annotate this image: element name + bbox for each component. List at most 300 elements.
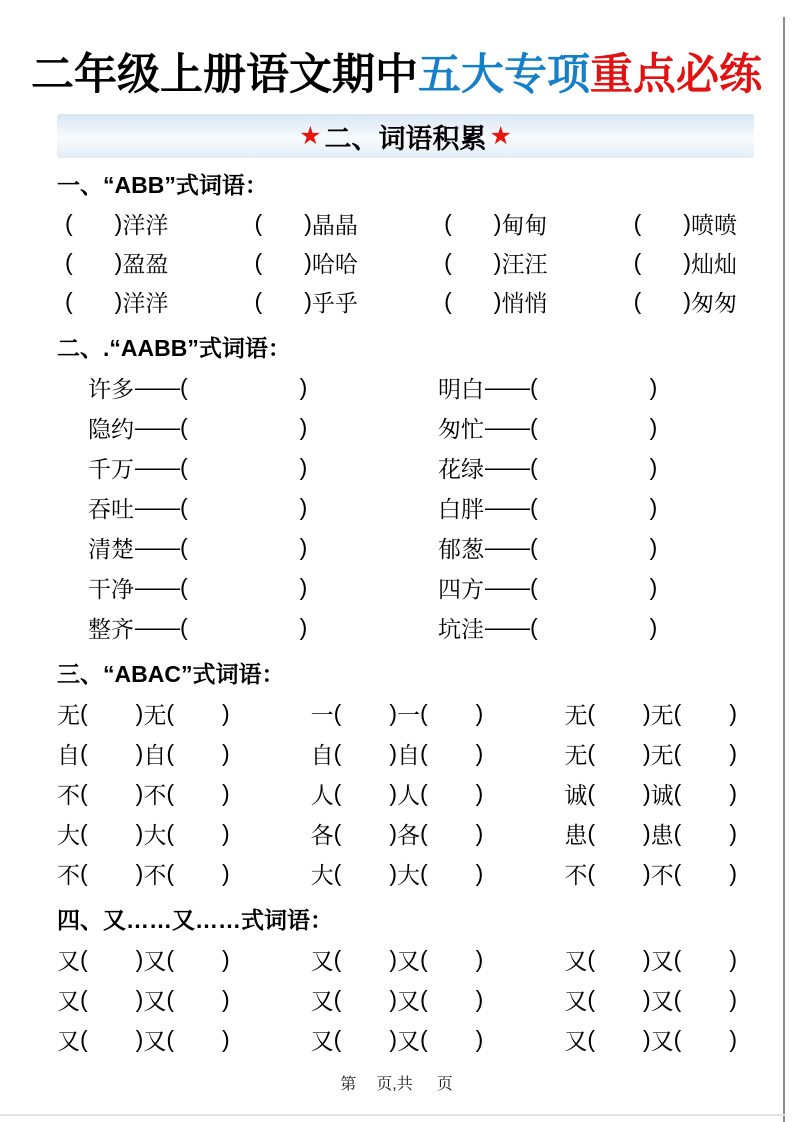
- close-paren: ): [649, 413, 658, 440]
- exercise-row: [57, 813, 737, 853]
- section-rows: [57, 939, 737, 1059]
- close-paren: ): [649, 373, 658, 400]
- answer-blank: [452, 262, 494, 263]
- close-paren: ): [114, 249, 123, 275]
- close-paren: ): [493, 210, 502, 236]
- fill-blank-cell: [255, 246, 358, 279]
- pattern-word: 悄悄: [501, 290, 548, 316]
- fill-blank-group: [564, 1023, 737, 1056]
- section-3: [57, 656, 737, 893]
- title-segment-red: 重点必练: [590, 51, 762, 99]
- fill-blank-group: [311, 817, 484, 850]
- close-paren: ): [493, 249, 502, 275]
- answer-blank: [681, 793, 729, 794]
- exercise-row: [57, 407, 737, 447]
- answer-blank: [73, 223, 115, 224]
- fill-blank-group: [564, 737, 737, 770]
- page-footer: [0, 1071, 793, 1094]
- close-paren: ): [649, 453, 658, 480]
- pattern-char: 不: [650, 861, 674, 888]
- fill-blank-cell: [255, 285, 358, 318]
- open-paren: (: [673, 1025, 682, 1052]
- close-paren: ): [389, 985, 397, 1012]
- close-paren: ): [222, 739, 230, 766]
- fill-blank-cell: [255, 207, 358, 240]
- close-paren: ): [729, 699, 737, 726]
- close-paren: ): [135, 985, 144, 1012]
- pattern-char: 无: [564, 741, 588, 768]
- close-paren: ): [642, 699, 651, 726]
- fill-blank-group: [564, 697, 737, 730]
- section-banner: [57, 114, 754, 158]
- answer-blank: [595, 959, 643, 960]
- open-paren: (: [80, 985, 88, 1012]
- answer-blank: [174, 873, 222, 874]
- close-paren: ): [729, 1025, 737, 1052]
- pattern-char: 又: [57, 1027, 80, 1054]
- answer-blank: [681, 873, 729, 874]
- scan-right-edge-line: [783, 17, 785, 1122]
- fill-blank-group: [311, 983, 484, 1016]
- answer-blank: [88, 793, 136, 794]
- open-paren: (: [180, 573, 188, 600]
- open-paren: (: [333, 859, 342, 886]
- open-paren: (: [444, 249, 452, 275]
- answer-blank: [341, 959, 389, 960]
- prompt-word: 隐约: [88, 415, 134, 442]
- fill-blank-cell: [88, 411, 438, 444]
- pattern-char: 患: [650, 821, 674, 848]
- fill-blank-cell: [444, 246, 547, 279]
- page-title: [0, 0, 793, 104]
- fill-blank-group: [311, 857, 484, 890]
- open-paren: (: [530, 533, 538, 560]
- footer-text: 页,共: [376, 1076, 413, 1093]
- close-paren: ): [729, 985, 737, 1012]
- exercise-row: [57, 773, 737, 813]
- answer-blank: [681, 999, 729, 1000]
- pattern-char: 又: [564, 947, 588, 974]
- fill-blank-cell: [444, 207, 547, 240]
- close-paren: ): [135, 859, 144, 886]
- answer-blank: [681, 1039, 729, 1040]
- fill-blank-group: [57, 983, 230, 1016]
- close-paren: ): [135, 819, 144, 846]
- close-paren: ): [222, 1025, 230, 1052]
- open-paren: (: [80, 699, 88, 726]
- close-paren: ): [642, 819, 651, 846]
- close-paren: ): [475, 819, 484, 846]
- fill-blank-group: [311, 777, 484, 810]
- prompt-word: 千万: [88, 455, 134, 482]
- answer-blank: [73, 262, 115, 263]
- close-paren: ): [114, 210, 123, 236]
- answer-blank: [595, 873, 643, 874]
- exercise-row: [57, 693, 737, 733]
- close-paren: ): [389, 859, 397, 886]
- pattern-word: 乎乎: [311, 290, 358, 316]
- open-paren: (: [673, 819, 682, 846]
- long-dash: ——: [485, 373, 529, 400]
- prompt-word: 白胖: [438, 495, 484, 522]
- answer-blank: [538, 547, 650, 548]
- close-paren: ): [299, 373, 308, 400]
- open-paren: (: [673, 779, 682, 806]
- answer-blank: [88, 1039, 136, 1040]
- exercise-row: [57, 567, 737, 607]
- answer-blank: [188, 427, 300, 428]
- exercise-row: [57, 527, 737, 567]
- answer-blank: [428, 753, 476, 754]
- footer-text: 页: [436, 1076, 453, 1093]
- prompt-word: 明白: [438, 375, 484, 402]
- answer-blank: [428, 833, 476, 834]
- close-paren: ): [389, 819, 397, 846]
- pattern-char: 诚: [650, 781, 674, 808]
- fill-blank-cell: [438, 571, 657, 604]
- open-paren: (: [65, 210, 73, 236]
- long-dash: ——: [485, 493, 529, 520]
- close-paren: ): [135, 945, 144, 972]
- answer-blank: [73, 301, 115, 302]
- pattern-char: 患: [564, 821, 588, 848]
- pattern-char: 又: [397, 987, 420, 1014]
- long-dash: ——: [135, 373, 179, 400]
- close-paren: ): [389, 699, 397, 726]
- answer-blank: [88, 959, 136, 960]
- pattern-char: 又: [143, 1027, 167, 1054]
- pattern-char: 不: [57, 861, 80, 888]
- star-icon: ★: [489, 122, 512, 150]
- close-paren: ): [475, 859, 484, 886]
- prompt-word: 干净: [88, 575, 134, 602]
- answer-blank: [428, 1039, 476, 1040]
- close-paren: ): [222, 779, 230, 806]
- close-paren: ): [222, 699, 230, 726]
- pattern-char: 大: [397, 861, 420, 888]
- pattern-char: 不: [564, 861, 588, 888]
- close-paren: ): [389, 739, 397, 766]
- answer-blank: [88, 999, 136, 1000]
- open-paren: (: [180, 493, 188, 520]
- close-paren: ): [222, 819, 230, 846]
- footer-text: 第: [340, 1076, 357, 1093]
- pattern-word: 哈哈: [311, 251, 358, 277]
- pattern-char: 又: [310, 1027, 334, 1054]
- pattern-char: 无: [57, 701, 80, 728]
- long-dash: ——: [485, 613, 529, 640]
- pattern-char: 自: [310, 741, 334, 768]
- pattern-char: 又: [650, 1027, 674, 1054]
- open-paren: (: [530, 493, 538, 520]
- close-paren: ): [299, 453, 308, 480]
- close-paren: ): [389, 945, 397, 972]
- answer-blank: [188, 507, 300, 508]
- section-1: [57, 167, 737, 321]
- fill-blank-group: [57, 1023, 230, 1056]
- fill-blank-cell: [438, 491, 657, 524]
- pattern-char: 不: [57, 781, 80, 808]
- answer-blank: [538, 427, 650, 428]
- close-paren: ): [475, 699, 484, 726]
- pattern-char: 大: [143, 821, 167, 848]
- open-paren: (: [254, 249, 263, 275]
- pattern-char: 不: [143, 781, 167, 808]
- answer-blank: [188, 627, 300, 628]
- open-paren: (: [166, 1025, 175, 1052]
- open-paren: (: [420, 985, 428, 1012]
- section-2: [57, 330, 737, 647]
- fill-blank-cell: [88, 531, 438, 564]
- open-paren: (: [80, 819, 88, 846]
- open-paren: (: [587, 985, 595, 1012]
- footer-blank: [413, 1082, 437, 1083]
- answer-blank: [88, 753, 136, 754]
- answer-blank: [428, 713, 476, 714]
- exercise-row: [57, 487, 737, 527]
- open-paren: (: [166, 739, 175, 766]
- open-paren: (: [587, 739, 595, 766]
- open-paren: (: [166, 819, 175, 846]
- fill-blank-cell: [438, 611, 657, 644]
- scan-bottom-edge-line: [0, 1114, 786, 1116]
- answer-blank: [188, 547, 300, 548]
- pattern-char: 不: [143, 861, 167, 888]
- fill-blank-group: [564, 983, 737, 1016]
- open-paren: (: [530, 373, 538, 400]
- answer-blank: [428, 959, 476, 960]
- answer-blank: [188, 467, 300, 468]
- prompt-word: 吞吐: [88, 495, 134, 522]
- close-paren: ): [683, 249, 691, 275]
- answer-blank: [174, 959, 222, 960]
- long-dash: ——: [485, 413, 529, 440]
- open-paren: (: [673, 739, 682, 766]
- answer-blank: [88, 873, 136, 874]
- section-rows: [57, 367, 737, 647]
- fill-blank-group: [564, 817, 737, 850]
- long-dash: ——: [485, 573, 529, 600]
- fill-blank-group: [57, 943, 230, 976]
- answer-blank: [538, 467, 650, 468]
- open-paren: (: [420, 699, 428, 726]
- answer-blank: [428, 873, 476, 874]
- open-paren: (: [333, 1025, 342, 1052]
- close-paren: ): [135, 779, 144, 806]
- close-paren: ): [649, 573, 658, 600]
- fill-blank-cell: [634, 207, 737, 240]
- fill-blank-group: [311, 697, 484, 730]
- open-paren: (: [587, 779, 595, 806]
- section-rows: [57, 693, 737, 893]
- pattern-word: 盈盈: [122, 251, 169, 277]
- pattern-char: 大: [57, 821, 80, 848]
- close-paren: ): [649, 533, 658, 560]
- close-paren: ): [135, 699, 144, 726]
- pattern-word: 晶晶: [311, 212, 358, 238]
- pattern-char: 又: [143, 947, 167, 974]
- open-paren: (: [530, 413, 538, 440]
- close-paren: ): [389, 1025, 397, 1052]
- answer-blank: [174, 713, 222, 714]
- answer-blank: [452, 301, 494, 302]
- open-paren: (: [333, 945, 342, 972]
- answer-blank: [595, 1039, 643, 1040]
- close-paren: ): [222, 859, 230, 886]
- pattern-char: 又: [564, 987, 588, 1014]
- prompt-word: 郁葱: [438, 535, 484, 562]
- fill-blank-group: [57, 737, 230, 770]
- answer-blank: [595, 713, 643, 714]
- answer-blank: [174, 1039, 222, 1040]
- section-heading: 三、“ABAC”式词语：: [57, 661, 285, 687]
- pattern-char: 又: [650, 987, 674, 1014]
- answer-blank: [88, 713, 136, 714]
- pattern-char: 又: [310, 987, 334, 1014]
- close-paren: ): [493, 288, 502, 314]
- fill-blank-cell: [438, 531, 657, 564]
- pattern-char: 又: [143, 987, 167, 1014]
- exercise-row: [57, 607, 737, 647]
- open-paren: (: [587, 945, 595, 972]
- close-paren: ): [649, 493, 658, 520]
- pattern-char: 无: [143, 701, 167, 728]
- open-paren: (: [254, 210, 263, 236]
- fill-blank-group: [564, 943, 737, 976]
- answer-blank: [681, 959, 729, 960]
- open-paren: (: [180, 533, 188, 560]
- close-paren: ): [683, 210, 691, 236]
- fill-blank-group: [57, 857, 230, 890]
- section-heading: 四、又……又……式词语：: [57, 907, 333, 933]
- fill-blank-group: [564, 857, 737, 890]
- prompt-word: 坑洼: [438, 615, 484, 642]
- fill-blank-group: [57, 817, 230, 850]
- fill-blank-cell: [88, 571, 438, 604]
- fill-blank-cell: [65, 246, 168, 279]
- open-paren: (: [80, 859, 88, 886]
- close-paren: ): [304, 288, 312, 314]
- answer-blank: [595, 793, 643, 794]
- answer-blank: [262, 262, 304, 263]
- fill-blank-cell: [438, 411, 657, 444]
- answer-blank: [681, 713, 729, 714]
- answer-blank: [595, 833, 643, 834]
- open-paren: (: [180, 373, 188, 400]
- long-dash: ——: [485, 453, 529, 480]
- prompt-word: 许多: [88, 375, 134, 402]
- fill-blank-cell: [634, 285, 737, 318]
- answer-blank: [188, 587, 300, 588]
- pattern-char: 人: [310, 781, 334, 808]
- prompt-word: 匆忙: [438, 415, 484, 442]
- pattern-word: 灿灿: [690, 251, 737, 277]
- close-paren: ): [222, 945, 230, 972]
- close-paren: ): [299, 613, 308, 640]
- close-paren: ): [304, 249, 312, 275]
- open-paren: (: [166, 859, 175, 886]
- close-paren: ): [222, 985, 230, 1012]
- pattern-word: 喷喷: [690, 212, 737, 238]
- pattern-char: 又: [650, 947, 674, 974]
- long-dash: ——: [135, 533, 179, 560]
- exercise-row: [57, 853, 737, 893]
- sections-container: [0, 167, 737, 1059]
- answer-blank: [88, 833, 136, 834]
- fill-blank-cell: [444, 285, 547, 318]
- open-paren: (: [180, 613, 188, 640]
- open-paren: (: [673, 945, 682, 972]
- close-paren: ): [114, 288, 123, 314]
- answer-blank: [341, 999, 389, 1000]
- close-paren: ): [642, 739, 651, 766]
- open-paren: (: [633, 249, 642, 275]
- open-paren: (: [65, 249, 73, 275]
- fill-blank-cell: [634, 246, 737, 279]
- exercise-row: [57, 447, 737, 487]
- open-paren: (: [166, 779, 175, 806]
- open-paren: (: [530, 453, 538, 480]
- open-paren: (: [180, 453, 188, 480]
- open-paren: (: [80, 779, 88, 806]
- close-paren: ): [642, 1025, 651, 1052]
- long-dash: ——: [135, 493, 179, 520]
- pattern-char: 自: [143, 741, 167, 768]
- open-paren: (: [333, 699, 342, 726]
- section-4: [57, 902, 737, 1059]
- answer-blank: [341, 793, 389, 794]
- answer-blank: [174, 833, 222, 834]
- prompt-word: 整齐: [88, 615, 134, 642]
- close-paren: ): [729, 739, 737, 766]
- close-paren: ): [475, 945, 484, 972]
- answer-blank: [595, 753, 643, 754]
- pattern-char: 无: [564, 701, 588, 728]
- answer-blank: [341, 1039, 389, 1040]
- footer-blank: [356, 1082, 376, 1083]
- fill-blank-group: [311, 943, 484, 976]
- open-paren: (: [444, 210, 452, 236]
- answer-blank: [174, 753, 222, 754]
- close-paren: ): [389, 779, 397, 806]
- answer-blank: [641, 223, 683, 224]
- pattern-char: 无: [650, 701, 674, 728]
- open-paren: (: [420, 945, 428, 972]
- close-paren: ): [642, 859, 651, 886]
- close-paren: ): [299, 413, 308, 440]
- exercise-row: [57, 939, 737, 979]
- close-paren: ): [729, 779, 737, 806]
- close-paren: ): [683, 288, 691, 314]
- open-paren: (: [65, 288, 73, 314]
- open-paren: (: [166, 699, 175, 726]
- answer-blank: [341, 833, 389, 834]
- close-paren: ): [299, 493, 308, 520]
- fill-blank-group: [57, 697, 230, 730]
- open-paren: (: [587, 859, 595, 886]
- pattern-word: 洋洋: [122, 212, 169, 238]
- pattern-char: 又: [397, 1027, 420, 1054]
- open-paren: (: [530, 613, 538, 640]
- pattern-word: 匆匆: [690, 290, 737, 316]
- close-paren: ): [649, 613, 658, 640]
- close-paren: ): [304, 210, 312, 236]
- fill-blank-cell: [88, 611, 438, 644]
- pattern-char: 自: [397, 741, 420, 768]
- answer-blank: [681, 753, 729, 754]
- answer-blank: [538, 587, 650, 588]
- pattern-char: 一: [397, 701, 420, 728]
